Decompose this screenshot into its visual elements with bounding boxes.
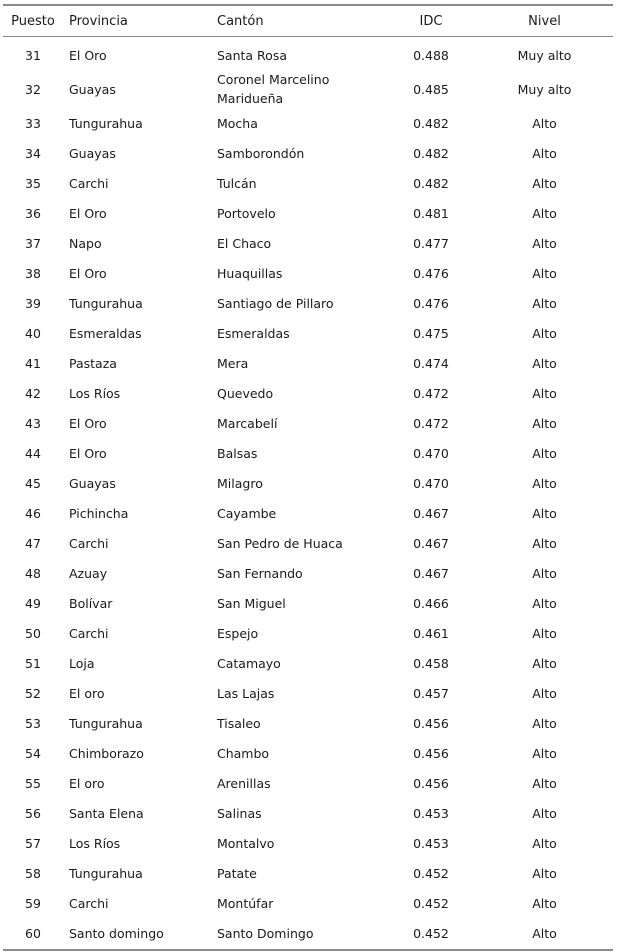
cell-nivel: Alto: [532, 385, 557, 401]
cell-idc: 0.452: [413, 925, 449, 941]
cell-nivel: Alto: [532, 175, 557, 191]
cell-puesto: 35: [25, 175, 41, 191]
cell-nivel: Alto: [532, 625, 557, 641]
cell-canton: Cayambe: [217, 505, 277, 521]
cell-idc: 0.477: [413, 235, 449, 251]
table-row: [3, 858, 613, 888]
cell-idc: 0.467: [413, 535, 449, 551]
cell-idc: 0.482: [413, 145, 449, 161]
cell-puesto: 55: [25, 775, 41, 791]
cell-idc: 0.456: [413, 745, 449, 761]
cell-provincia: Chimborazo: [69, 745, 144, 761]
cell-idc: 0.476: [413, 295, 449, 311]
cell-canton: Mocha: [217, 115, 258, 131]
cell-provincia: Carchi: [69, 535, 109, 551]
cell-idc: 0.482: [413, 115, 449, 131]
cell-puesto: 51: [25, 655, 41, 671]
cell-provincia: Santa Elena: [69, 805, 144, 821]
cell-puesto: 53: [25, 715, 41, 731]
table-row: [3, 528, 613, 558]
table-row: [3, 618, 613, 648]
table-row: [3, 498, 613, 528]
cell-canton: Portovelo: [217, 205, 276, 221]
header-puesto: Puesto: [11, 13, 55, 29]
cell-idc: 0.466: [413, 595, 449, 611]
cell-nivel: Muy alto: [517, 81, 572, 97]
cell-canton: Esmeraldas: [217, 325, 290, 341]
cell-puesto: 60: [25, 925, 41, 941]
cell-canton: Santiago de Pillaro: [217, 295, 334, 311]
cell-canton: Mera: [217, 355, 249, 371]
table-row: [3, 108, 613, 138]
table-row: [3, 468, 613, 498]
cell-provincia: El Oro: [69, 415, 107, 431]
cell-puesto: 54: [25, 745, 41, 761]
cell-canton: San Pedro de Huaca: [217, 535, 343, 551]
cell-nivel: Alto: [532, 715, 557, 731]
cell-nivel: Alto: [532, 235, 557, 251]
cell-canton: Huaquillas: [217, 265, 283, 281]
cell-provincia: El Oro: [69, 47, 107, 63]
cell-nivel: Alto: [532, 685, 557, 701]
cell-puesto: 57: [25, 835, 41, 851]
table-row: [3, 588, 613, 618]
cell-puesto: 45: [25, 475, 41, 491]
table-row: [3, 708, 613, 738]
cell-nivel: Alto: [532, 445, 557, 461]
cell-nivel: Alto: [532, 865, 557, 881]
cell-nivel: Alto: [532, 745, 557, 761]
table-row: [3, 438, 613, 468]
table-row: [3, 738, 613, 768]
table-row: [3, 798, 613, 828]
cell-provincia: Carchi: [69, 625, 109, 641]
cell-puesto: 48: [25, 565, 41, 581]
cell-nivel: Muy alto: [517, 47, 572, 63]
cell-idc: 0.457: [413, 685, 449, 701]
cell-idc: 0.452: [413, 865, 449, 881]
table-row: [3, 408, 613, 438]
cell-nivel: Alto: [532, 325, 557, 341]
cell-puesto: 39: [25, 295, 41, 311]
cell-idc: 0.474: [413, 355, 449, 371]
cell-canton: Milagro: [217, 475, 263, 491]
cell-provincia: Carchi: [69, 895, 109, 911]
cell-nivel: Alto: [532, 355, 557, 371]
cell-canton: Salinas: [217, 805, 262, 821]
cell-nivel: Alto: [532, 535, 557, 551]
cell-canton: Chambo: [217, 745, 270, 761]
cell-idc: 0.456: [413, 715, 449, 731]
cell-provincia: Loja: [69, 655, 95, 671]
table-row: [3, 318, 613, 348]
table-row: [3, 348, 613, 378]
header-idc: IDC: [419, 13, 443, 29]
cell-canton: Patate: [217, 865, 257, 881]
cell-puesto: 47: [25, 535, 41, 551]
cell-canton: Coronel Marcelino Maridueña: [217, 72, 330, 106]
cell-provincia: Santo domingo: [69, 925, 164, 941]
cell-nivel: Alto: [532, 655, 557, 671]
cell-idc: 0.485: [413, 81, 449, 97]
cell-idc: 0.481: [413, 205, 449, 221]
cell-idc: 0.467: [413, 565, 449, 581]
table-row: [3, 768, 613, 798]
cell-provincia: Guayas: [69, 145, 116, 161]
cell-puesto: 32: [25, 81, 41, 97]
cell-puesto: 40: [25, 325, 41, 341]
cell-idc: 0.488: [413, 47, 449, 63]
cell-canton: Quevedo: [217, 385, 274, 401]
cell-nivel: Alto: [532, 295, 557, 311]
cell-idc: 0.476: [413, 265, 449, 281]
cell-puesto: 59: [25, 895, 41, 911]
cell-provincia: Guayas: [69, 475, 116, 491]
cell-idc: 0.452: [413, 895, 449, 911]
cell-provincia: Carchi: [69, 175, 109, 191]
cell-provincia: Esmeraldas: [69, 325, 142, 341]
cell-provincia: El oro: [69, 775, 105, 791]
table-row: [3, 918, 613, 948]
cell-puesto: 37: [25, 235, 41, 251]
cell-canton: Santo Domingo: [217, 925, 314, 941]
cell-canton: Tisaleo: [217, 715, 261, 731]
cell-puesto: 42: [25, 385, 41, 401]
table-row: [3, 558, 613, 588]
cell-canton: Samborondón: [217, 145, 305, 161]
cell-canton: San Fernando: [217, 565, 303, 581]
cell-provincia: Tungurahua: [69, 295, 143, 311]
cell-nivel: Alto: [532, 205, 557, 221]
cell-provincia: Los Ríos: [69, 385, 121, 401]
cell-provincia: Pastaza: [69, 355, 117, 371]
cell-nivel: Alto: [532, 505, 557, 521]
cell-idc: 0.461: [413, 625, 449, 641]
cell-puesto: 43: [25, 415, 41, 431]
cell-idc: 0.472: [413, 385, 449, 401]
cell-idc: 0.453: [413, 805, 449, 821]
cell-canton: Santa Rosa: [217, 47, 287, 63]
cell-nivel: Alto: [532, 265, 557, 281]
cell-provincia: El Oro: [69, 265, 107, 281]
ranking-table: [3, 4, 613, 951]
cell-idc: 0.470: [413, 475, 449, 491]
cell-idc: 0.453: [413, 835, 449, 851]
table-row: [3, 648, 613, 678]
cell-canton: Montúfar: [217, 895, 274, 911]
cell-provincia: Tungurahua: [69, 715, 143, 731]
cell-nivel: Alto: [532, 925, 557, 941]
cell-canton: San Miguel: [217, 595, 286, 611]
cell-canton: Espejo: [217, 625, 259, 641]
cell-idc: 0.475: [413, 325, 449, 341]
cell-provincia: Guayas: [69, 81, 116, 97]
cell-provincia: Napo: [69, 235, 102, 251]
cell-nivel: Alto: [532, 805, 557, 821]
table-row: [3, 258, 613, 288]
cell-puesto: 36: [25, 205, 41, 221]
cell-nivel: Alto: [532, 415, 557, 431]
cell-canton: Balsas: [217, 445, 258, 461]
cell-nivel: Alto: [532, 115, 557, 131]
cell-puesto: 31: [25, 47, 41, 63]
table-row: [3, 828, 613, 858]
header-nivel: Nivel: [528, 13, 561, 29]
cell-nivel: Alto: [532, 835, 557, 851]
cell-provincia: El oro: [69, 685, 105, 701]
cell-puesto: 34: [25, 145, 41, 161]
cell-idc: 0.456: [413, 775, 449, 791]
cell-idc: 0.472: [413, 415, 449, 431]
cell-nivel: Alto: [532, 565, 557, 581]
cell-nivel: Alto: [532, 775, 557, 791]
cell-canton: Montalvo: [217, 835, 275, 851]
cell-provincia: Tungurahua: [69, 865, 143, 881]
cell-canton: Las Lajas: [217, 685, 275, 701]
table-row: [3, 888, 613, 918]
table-row: [3, 288, 613, 318]
table-row: [3, 378, 613, 408]
cell-idc: 0.482: [413, 175, 449, 191]
cell-provincia: El Oro: [69, 445, 107, 461]
table-row: [3, 198, 613, 228]
cell-provincia: Pichincha: [69, 505, 129, 521]
cell-nivel: Alto: [532, 475, 557, 491]
cell-puesto: 56: [25, 805, 41, 821]
cell-puesto: 50: [25, 625, 41, 641]
cell-provincia: Bolívar: [69, 595, 113, 611]
cell-puesto: 38: [25, 265, 41, 281]
cell-canton: Tulcán: [217, 175, 257, 191]
cell-puesto: 41: [25, 355, 41, 371]
cell-puesto: 52: [25, 685, 41, 701]
cell-idc: 0.458: [413, 655, 449, 671]
cell-canton: Arenillas: [217, 775, 271, 791]
cell-idc: 0.467: [413, 505, 449, 521]
cell-nivel: Alto: [532, 895, 557, 911]
cell-canton: El Chaco: [217, 235, 272, 251]
cell-canton: Marcabelí: [217, 415, 278, 431]
table-header: [3, 6, 613, 36]
header-provincia: Provincia: [69, 13, 128, 29]
table-row: [3, 228, 613, 258]
cell-puesto: 33: [25, 115, 41, 131]
bottom-rule: [3, 949, 613, 951]
cell-provincia: Los Ríos: [69, 835, 121, 851]
table-row: [3, 168, 613, 198]
cell-nivel: Alto: [532, 595, 557, 611]
table-row: [3, 37, 613, 70]
cell-provincia: Azuay: [69, 565, 108, 581]
cell-nivel: Alto: [532, 145, 557, 161]
table-row: [3, 678, 613, 708]
table-body: [3, 37, 613, 949]
cell-puesto: 58: [25, 865, 41, 881]
table-row: [3, 70, 613, 108]
cell-puesto: 49: [25, 595, 41, 611]
cell-provincia: Tungurahua: [69, 115, 143, 131]
cell-puesto: 44: [25, 445, 41, 461]
table-row: [3, 138, 613, 168]
cell-provincia: El Oro: [69, 205, 107, 221]
cell-idc: 0.470: [413, 445, 449, 461]
header-canton: Cantón: [217, 13, 264, 29]
cell-puesto: 46: [25, 505, 41, 521]
cell-canton: Catamayo: [217, 655, 281, 671]
